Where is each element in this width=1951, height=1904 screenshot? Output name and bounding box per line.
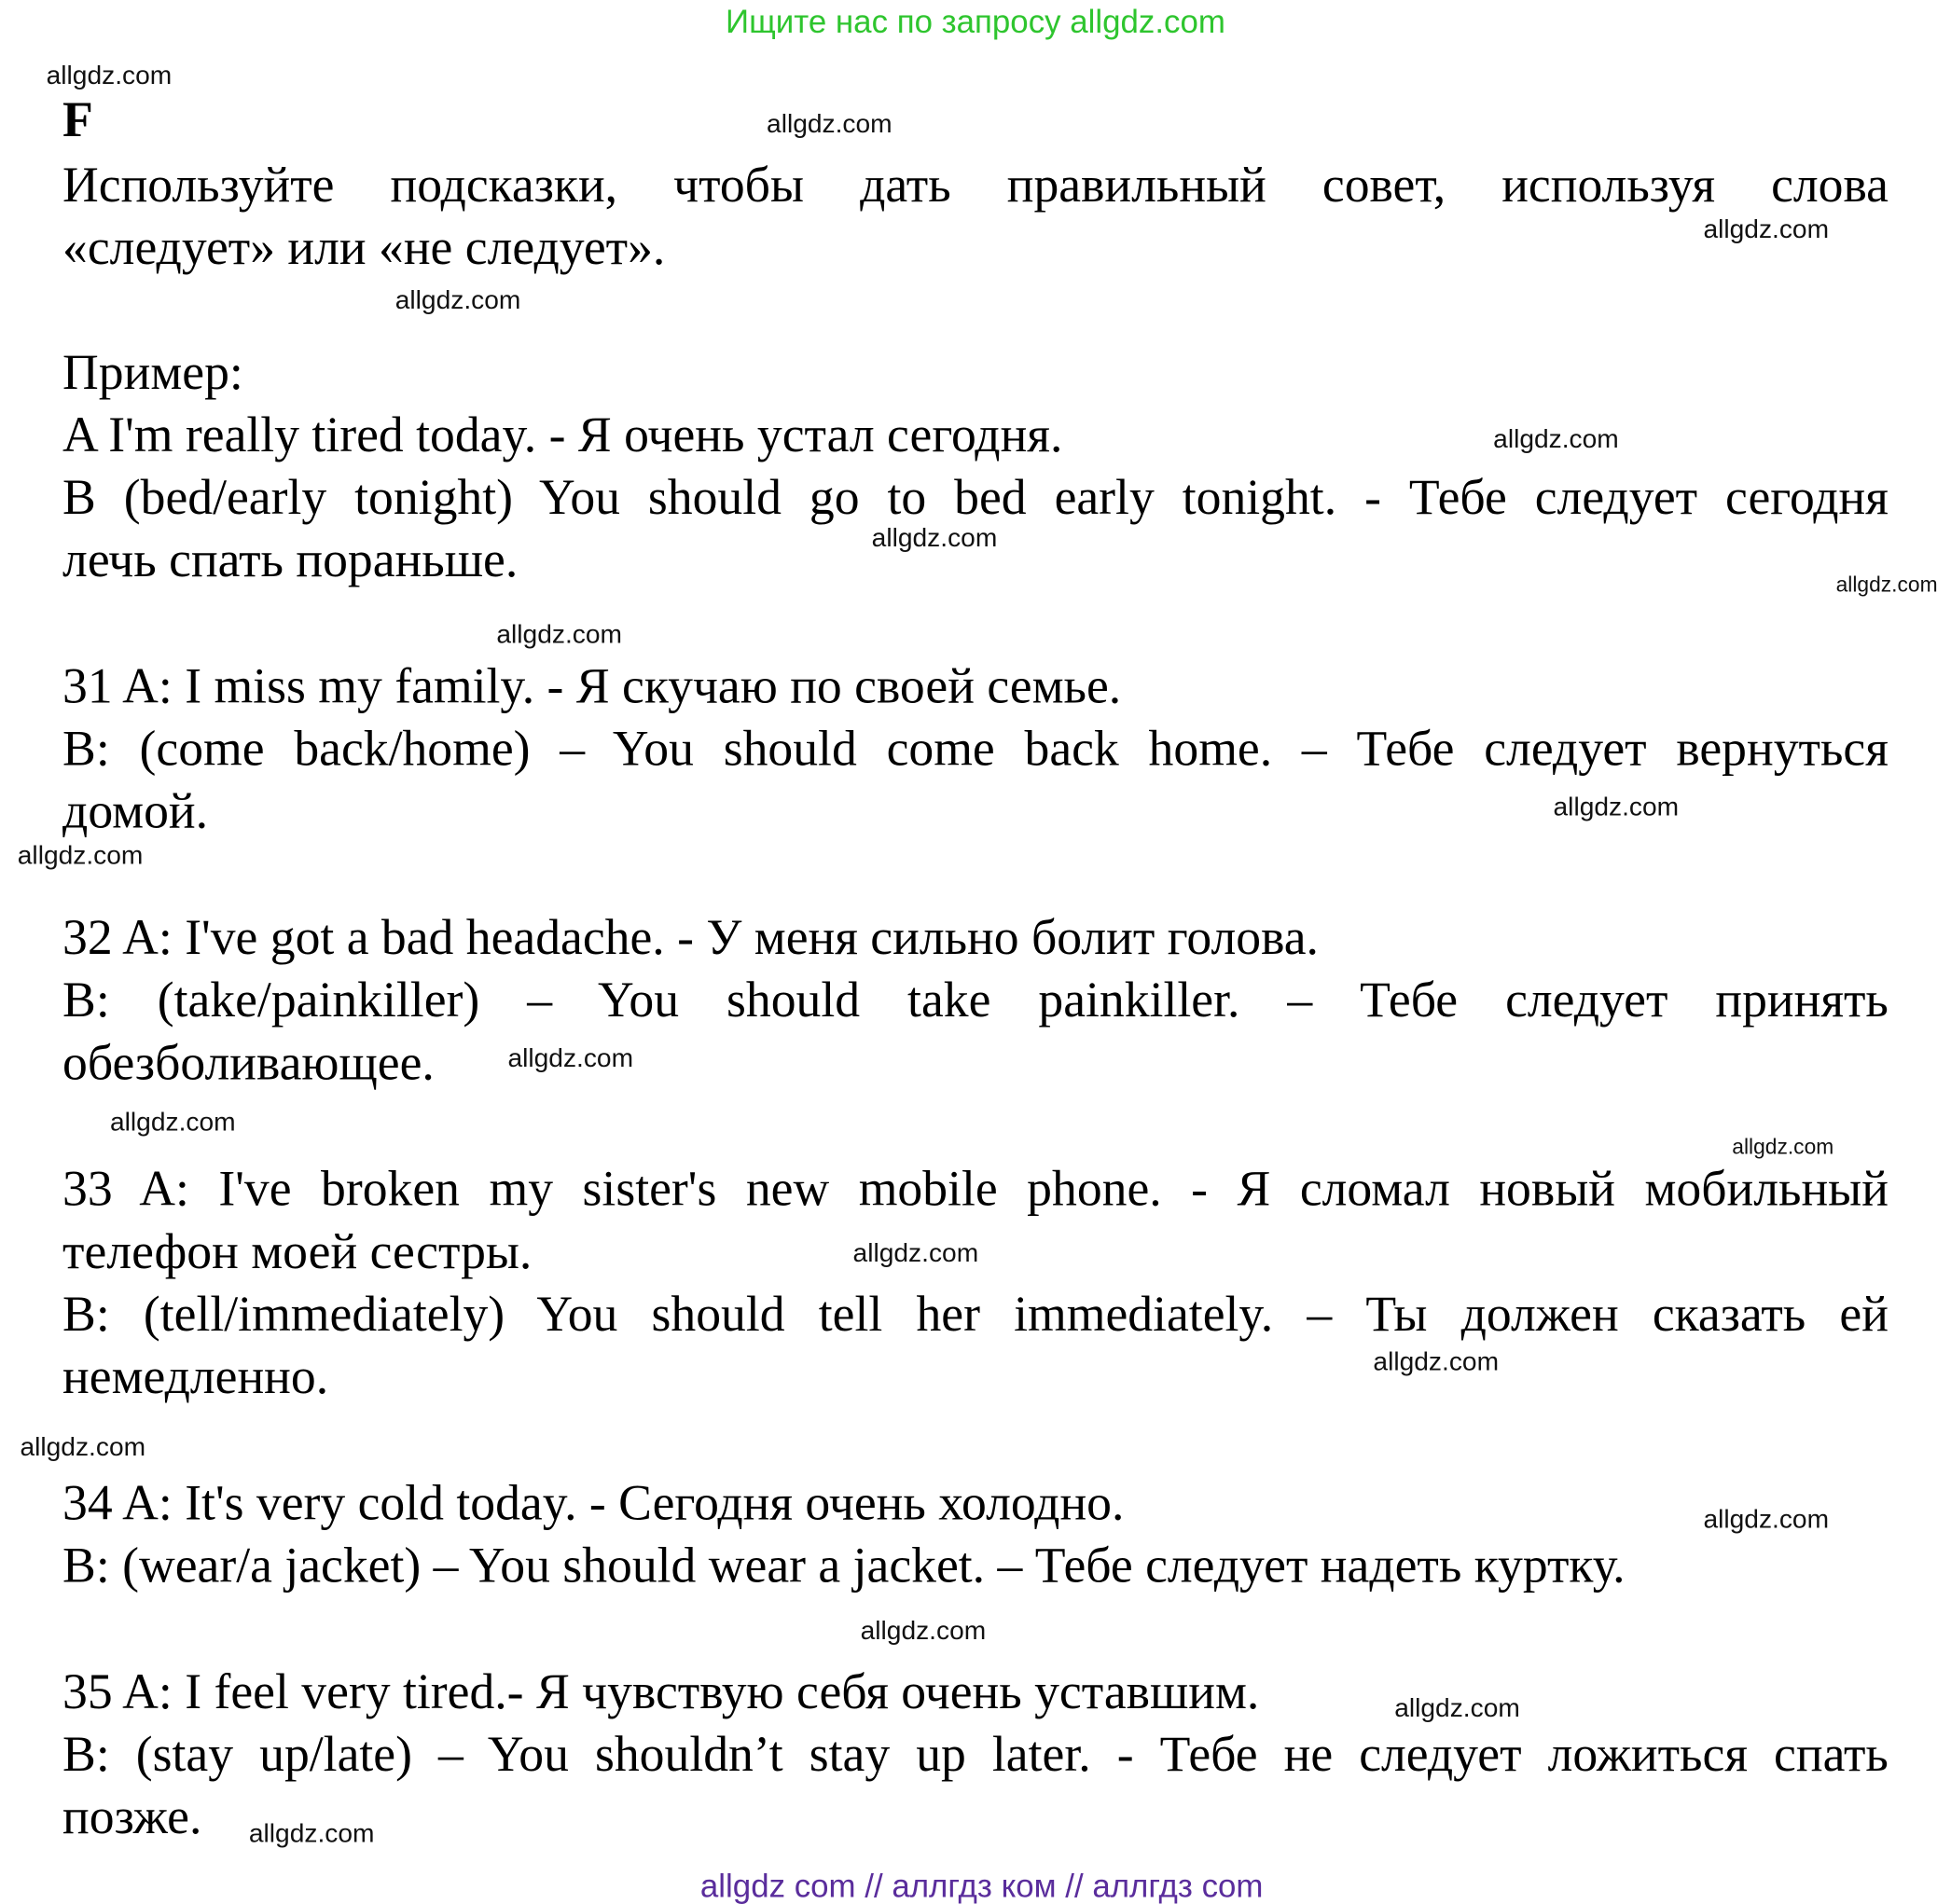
- item-32-b-line-2: обезболивающее.: [62, 1034, 435, 1091]
- watermark: allgdz.com: [860, 1616, 987, 1646]
- item-35-b-line-1: B: (stay up/late) – You shouldn’t stay up later. - Тебе не следует ложиться спать: [62, 1725, 1889, 1782]
- item-31-a: 31 A: I miss my family. - Я скучаю по своей семье.: [62, 657, 1122, 714]
- section-letter: F: [62, 90, 93, 148]
- example-b-line-2: лечь спать пораньше.: [62, 531, 519, 588]
- example-b-line-1: B (bed/early tonight) You should go to bed early tonight. - Тебе следует сегодня: [62, 468, 1889, 526]
- item-34-a: 34 A: It's very cold today. - Сегодня очень холодно.: [62, 1474, 1125, 1531]
- watermark: allgdz.com: [767, 110, 892, 139]
- item-35-a: 35 A: I feel very tired.- Я чувствую себя очень уставшим.: [62, 1663, 1260, 1719]
- watermark: allgdz.com: [852, 1238, 979, 1268]
- watermark: allgdz.com: [1703, 1505, 1830, 1535]
- watermark: allgdz.com: [1732, 1135, 1834, 1160]
- example-a: A I'm really tired today. - Я очень устал сегодня.: [62, 406, 1063, 463]
- watermark: allgdz.com: [1703, 214, 1830, 244]
- watermark: allgdz.com: [248, 1819, 375, 1848]
- item-33-b-line-1: B: (tell/immediately) You should tell her immediately. – Ты должен сказать ей: [62, 1285, 1889, 1342]
- example-label: Пример:: [62, 343, 243, 401]
- instruction-line-1: Используйте подсказки, чтобы дать правильный совет, используя слова: [62, 156, 1889, 213]
- watermark: allgdz.com: [46, 61, 173, 90]
- watermark: allgdz.com: [1493, 424, 1619, 454]
- watermark: allgdz.com: [394, 286, 521, 315]
- instruction-line-2: «следует» или «не следует».: [62, 218, 666, 276]
- watermark: allgdz.com: [20, 1432, 146, 1462]
- item-35-b-line-2: позже.: [62, 1787, 202, 1844]
- watermark: allgdz.com: [871, 523, 998, 553]
- item-32-b-line-1: B: (take/painkiller) – You should take painkiller. – Тебе следует принять: [62, 971, 1889, 1028]
- item-34-b: B: (wear/a jacket) – You should wear a jacket. – Тебе следует надеть куртку.: [62, 1537, 1626, 1594]
- item-31-b-line-2: домой.: [62, 782, 209, 839]
- item-33-a-line-1: 33 A: I've broken my sister's new mobile phone. - Я сломал новый мобильный: [62, 1160, 1889, 1217]
- watermark: allgdz.com: [1835, 573, 1938, 597]
- watermark: allgdz.com: [507, 1043, 634, 1073]
- bottom-banner[interactable]: allgdz com // аллгдз ком // аллгдз com: [699, 1867, 1264, 1904]
- watermark: allgdz.com: [496, 620, 623, 649]
- watermark: allgdz.com: [110, 1108, 236, 1137]
- item-32-a: 32 A: I've got a bad headache. - У меня сильно болит голова.: [62, 908, 1319, 966]
- item-33-b-line-2: немедленно.: [62, 1347, 329, 1404]
- watermark: allgdz.com: [1553, 793, 1680, 822]
- item-33-a-line-2: телефон моей сестры.: [62, 1222, 533, 1279]
- watermark: allgdz.com: [17, 841, 144, 871]
- watermark: allgdz.com: [1394, 1694, 1520, 1723]
- top-banner[interactable]: Ищите нас по запросу allgdz.com: [726, 2, 1225, 40]
- item-31-b-line-1: B: (come back/home) – You should come back home. – Тебе следует вернуться: [62, 720, 1889, 777]
- watermark: allgdz.com: [1373, 1347, 1500, 1377]
